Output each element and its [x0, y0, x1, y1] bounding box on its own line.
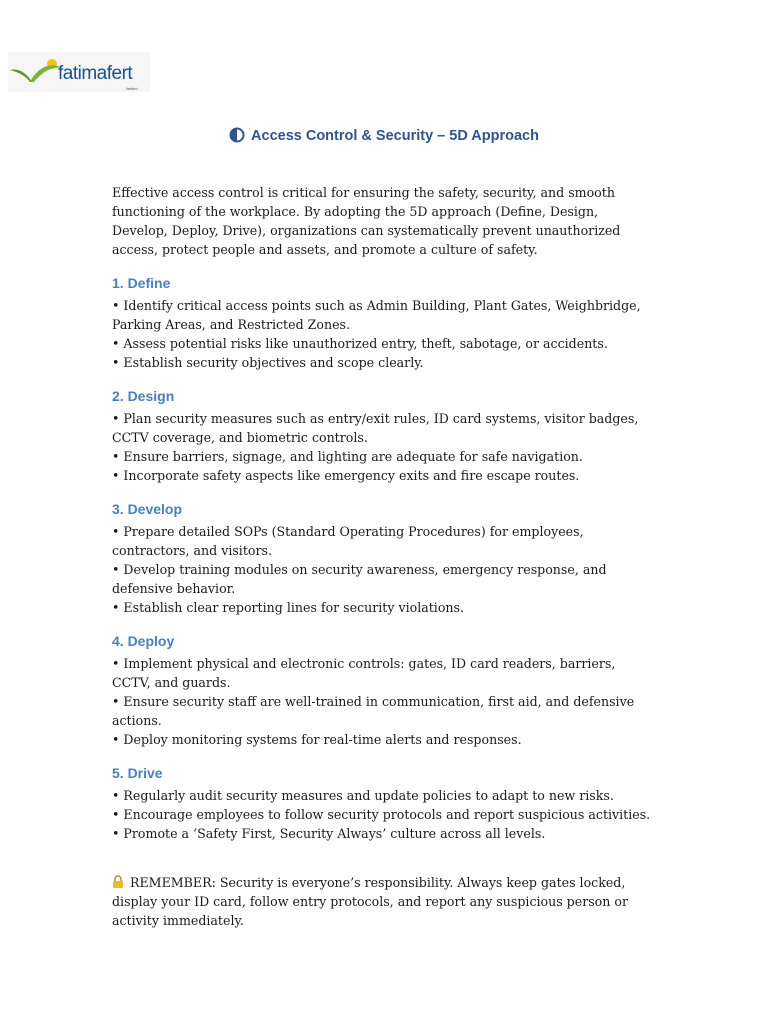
list-item: • Implement physical and electronic controls: gates, ID card readers, barriers, CCTV, and guards. [112, 656, 616, 690]
page-title-row [0, 127, 768, 144]
document-body [112, 183, 652, 943]
logo-wordmark: fatimafert [58, 63, 133, 84]
half-circle-icon [229, 127, 245, 143]
remember-note [112, 873, 652, 930]
section-design [112, 386, 652, 485]
list-item: • Plan security measures such as entry/exit rules, ID card systems, visitor badges, CCTV coverage, and biometric controls. [112, 411, 639, 445]
list-item: • Assess potential risks like unauthorized entry, theft, sabotage, or accidents. [112, 336, 608, 351]
remember-text: REMEMBER: Security is everyone’s responsibility. Always keep gates locked, display your ID card, follow entry protocols, and report any suspicious person or activity immediately. [112, 875, 628, 928]
list-item: • Establish clear reporting lines for security violations. [112, 600, 464, 615]
list-item: • Ensure barriers, signage, and lighting are adequate for safe navigation. [112, 449, 583, 464]
section-heading: 2. Design [112, 388, 175, 404]
list-item: • Develop training modules on security awareness, emergency response, and defensive behavior. [112, 562, 607, 596]
section-heading: 3. Develop [112, 501, 183, 517]
section-heading: 1. Define [112, 275, 171, 291]
list-item: • Ensure security staff are well-trained in communication, first aid, and defensive actions. [112, 694, 635, 728]
logo-subtext: limited [126, 86, 138, 91]
section-heading: 5. Drive [112, 765, 163, 781]
list-item: • Identify critical access points such as Admin Building, Plant Gates, Weighbridge, Parking Areas, and Restricted Zones. [112, 298, 641, 332]
intro-paragraph: Effective access control is critical for ensuring the safety, security, and smooth functioning of the workplace. By adopting the 5D approach (Define, Design, Develop, Deploy, Drive), organizations can systematically prevent unauthorized access, protect people and assets, and promote a culture of safety. [112, 185, 621, 257]
section-heading: 4. Deploy [112, 633, 175, 649]
section-deploy [112, 631, 652, 749]
company-logo [8, 52, 150, 92]
list-item: • Establish security objectives and scope clearly. [112, 355, 424, 370]
list-item: • Encourage employees to follow security protocols and report suspicious activities. [112, 807, 651, 822]
lock-icon [112, 875, 124, 888]
list-item: • Incorporate safety aspects like emergency exits and fire escape routes. [112, 468, 580, 483]
section-define [112, 273, 652, 372]
section-drive [112, 763, 652, 843]
page-title: Access Control & Security – 5D Approach [251, 128, 539, 144]
section-develop [112, 499, 652, 617]
list-item: • Promote a ‘Safety First, Security Always’ culture across all levels. [112, 826, 546, 841]
list-item: • Prepare detailed SOPs (Standard Operating Procedures) for employees, contractors, and visitors. [112, 524, 584, 558]
list-item: • Deploy monitoring systems for real-time alerts and responses. [112, 732, 522, 747]
list-item: • Regularly audit security measures and update policies to adapt to new risks. [112, 788, 614, 803]
